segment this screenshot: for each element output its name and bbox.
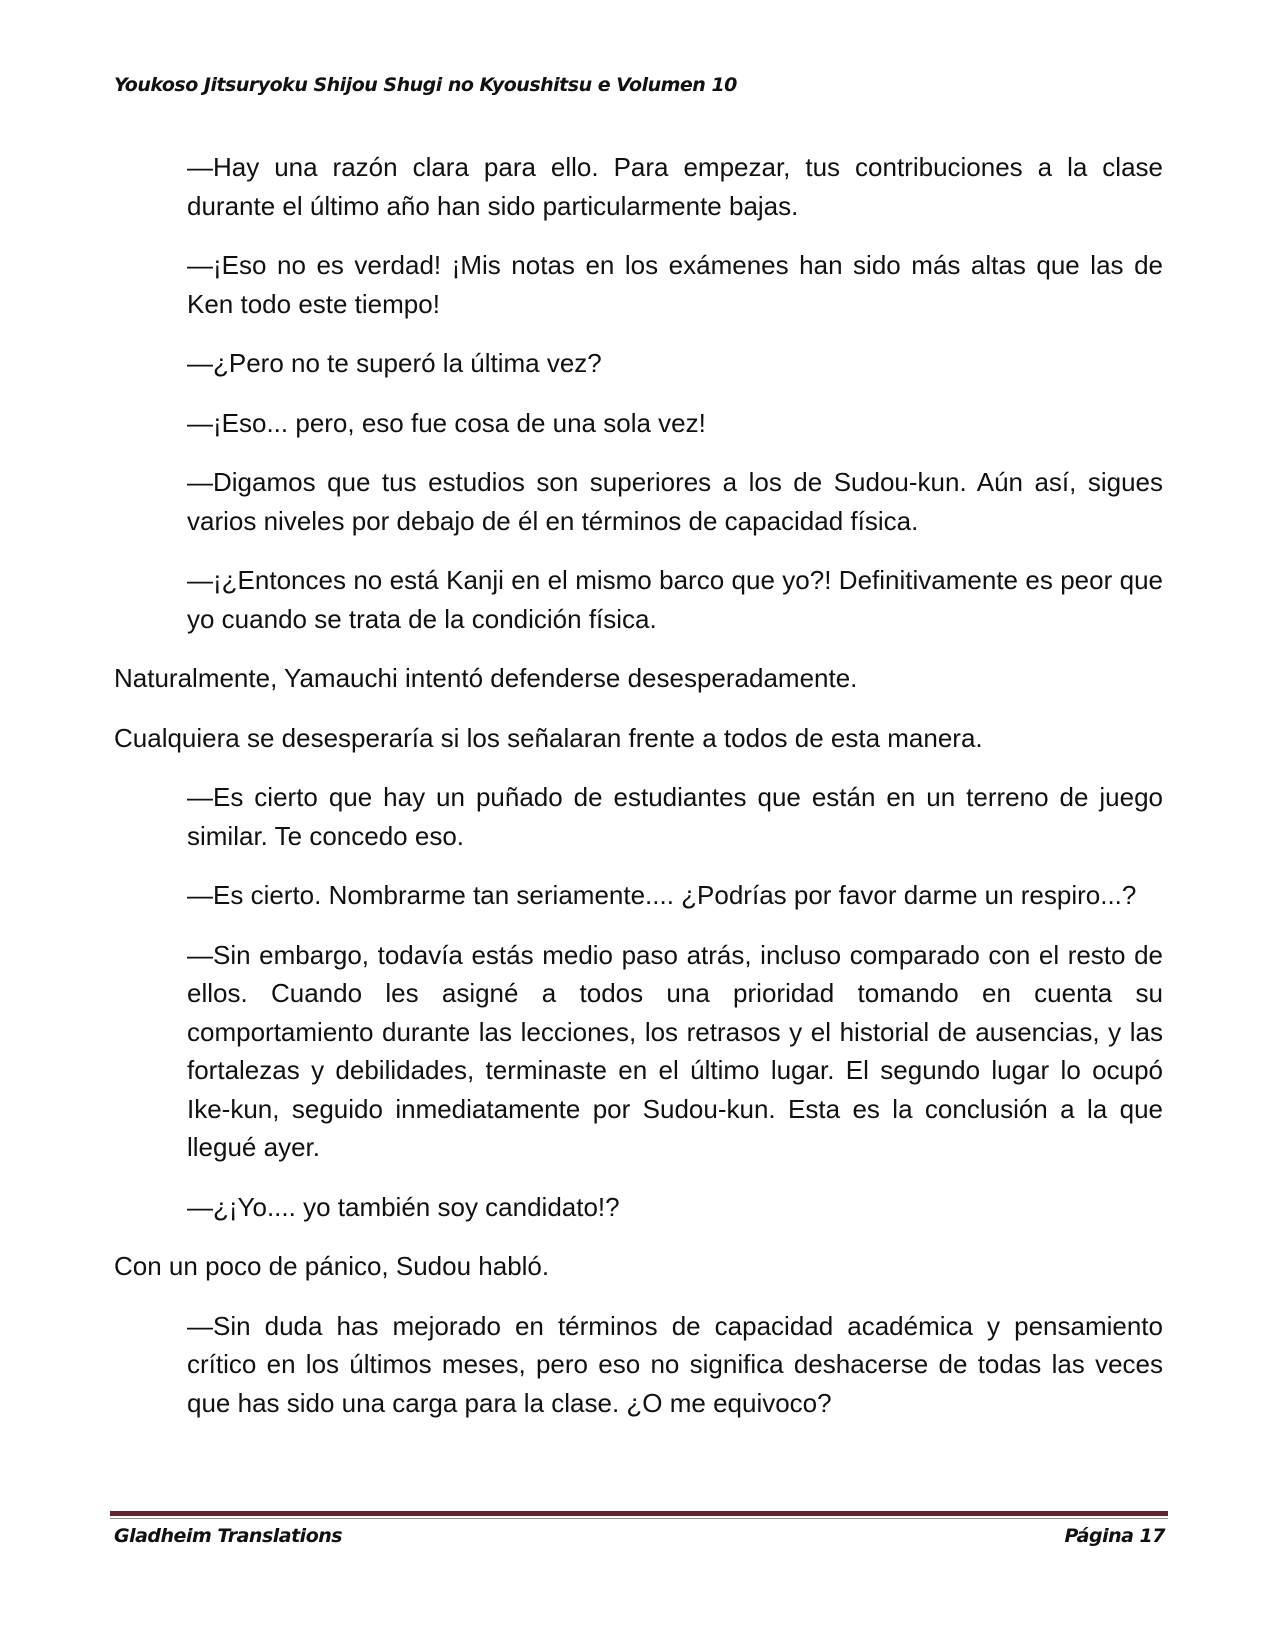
- narration-paragraph: Con un poco de pánico, Sudou habló.: [114, 1251, 550, 1281]
- dialogue-paragraph: —Sin embargo, todavía estás medio paso atrás, incluso comparado con el resto de ellos. Cuando les asigné a todos una prioridad tomando en cuenta su comportamiento durante las lecciones, los retrasos y el historial de ausencias, y las fortalezas y debilidades, terminaste en el último lugar. El segundo lugar lo ocupó Ike-kun, seguido inmediatamente por Sudou-kun. Esta es la conclusión a la que llegué ayer.: [187, 939, 1163, 1162]
- running-header: Youkoso Jitsuryoku Shijou Shugi no Kyoushitsu e Volumen 10: [114, 74, 737, 96]
- narration-paragraph: Naturalmente, Yamauchi intentó defenderse desesperadamente.: [114, 663, 858, 693]
- dialogue-paragraph: —Digamos que tus estudios son superiores a los de Sudou-kun. Aún así, sigues varios niveles por debajo de él en términos de capacidad física.: [187, 467, 1163, 536]
- footer-rule: [110, 1511, 1168, 1516]
- narration-paragraph: Cualquiera se desesperaría si los señalaran frente a todos de esta manera.: [114, 722, 983, 753]
- dialogue-paragraph: —¿Pero no te superó la última vez?: [187, 348, 602, 378]
- footer-rule-thin: [110, 1518, 1168, 1519]
- dialogue-paragraph: —¿¡Yo.... yo también soy candidato!?: [187, 1191, 620, 1222]
- page-body: [114, 148, 1163, 1443]
- dialogue-paragraph: —Es cierto que hay un puñado de estudiantes que están en un terreno de juego similar. Te concedo eso.: [187, 782, 1163, 851]
- dialogue-paragraph: —Es cierto. Nombrarme tan seriamente.... ¿Podrías por favor darme un respiro...?: [187, 880, 1137, 910]
- dialogue-paragraph: —Hay una razón clara para ello. Para empezar, tus contribuciones a la clase durante el último año han sido particularmente bajas.: [187, 152, 1163, 221]
- dialogue-paragraph: —¡¿Entonces no está Kanji en el mismo barco que yo?! Definitivamente es peor que yo cuando se trata de la condición física.: [187, 565, 1163, 634]
- dialogue-paragraph: —¡Eso... pero, eso fue cosa de una sola vez!: [187, 407, 706, 438]
- footer-translator: Gladheim Translations: [114, 1525, 343, 1547]
- dialogue-paragraph: —¡Eso no es verdad! ¡Mis notas en los exámenes han sido más altas que las de Ken todo este tiempo!: [187, 250, 1163, 319]
- footer-page-number: Página 17: [1064, 1525, 1165, 1547]
- dialogue-paragraph: —Sin duda has mejorado en términos de capacidad académica y pensamiento crítico en los últimos meses, pero eso no significa deshacerse de todas las veces que has sido una carga para la clase. ¿O me equivoco?: [187, 1310, 1163, 1418]
